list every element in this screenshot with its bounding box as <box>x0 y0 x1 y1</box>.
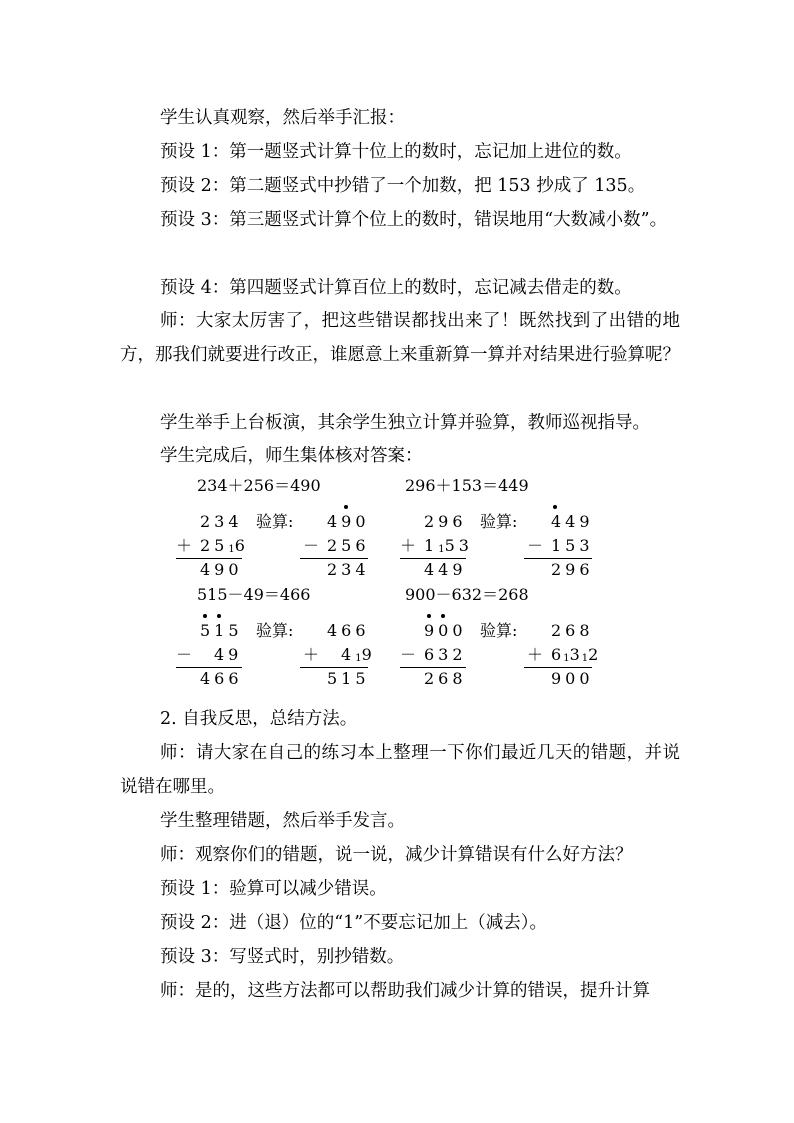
bottom-number: 49 <box>214 645 243 664</box>
paragraph: 师：观察你们的错题，说一说，减少计算错误有什么好方法？ <box>160 845 633 865</box>
top-number: 449 <box>551 512 594 531</box>
rule-line <box>400 667 466 668</box>
paragraph: 预设 2：进（退）位的“1”不要忘记加上（减去）。 <box>160 913 547 933</box>
borrow-dot <box>427 614 431 618</box>
equation: 900－632＝268 <box>405 585 529 604</box>
rule-line <box>176 667 242 668</box>
section-heading: 2. 自我反思，总结方法。 <box>160 709 358 729</box>
operator: ＋ <box>176 536 193 555</box>
carry-mark: 1 <box>563 653 570 664</box>
paragraph: 学生整理错题，然后举手发言。 <box>160 811 405 831</box>
operator: ＋ <box>527 645 544 664</box>
paragraph: 师：是的，这些方法都可以帮助我们减少计算的错误，提升计算 <box>160 981 650 1001</box>
bottom-number: 1153 <box>424 536 473 555</box>
bottom-number: 153 <box>551 536 594 555</box>
equation: 234＋256＝490 <box>197 476 321 495</box>
carry-mark: 1 <box>581 653 589 664</box>
equation: 515－49＝466 <box>197 585 311 604</box>
paragraph: 师：大家太厉害了，把这些错误都找出来了！既然找到了出错的地方，那我们就要进行改正，谁愿意上来重新算一算并对结果进行验算呢？ <box>120 311 680 365</box>
carry-mark: 1 <box>228 544 235 555</box>
bottom-number: 2516 <box>200 536 249 555</box>
rule-line <box>524 558 592 559</box>
carry-mark: 1 <box>438 544 445 555</box>
paragraph: 预设 3：写竖式时，别抄错数。 <box>160 947 405 967</box>
top-number: 234 <box>200 512 243 531</box>
paragraph: 学生认真观察，然后举手汇报： <box>160 108 405 128</box>
result-number: 490 <box>200 560 243 579</box>
rule-line <box>176 558 242 559</box>
check-label: 验算: <box>480 621 518 640</box>
carry-mark: 1 <box>355 653 362 664</box>
bottom-number: 61312 <box>551 645 601 664</box>
paragraph: 预设 4：第四题竖式计算百位上的数时，忘记减去借走的数。 <box>160 278 632 298</box>
paragraph: 预设 1：第一题竖式计算十位上的数时，忘记加上进位的数。 <box>160 142 632 162</box>
result-number: 900 <box>551 669 594 688</box>
top-number: 900 <box>424 621 467 640</box>
bottom-number: 632 <box>424 645 467 664</box>
operator: － <box>176 645 193 664</box>
paragraph: 预设 3：第三题竖式计算个位上的数时，错误地用“大数减小数”。 <box>160 210 668 230</box>
top-number: 490 <box>327 512 370 531</box>
result-number: 268 <box>424 669 467 688</box>
borrow-dot <box>217 614 221 618</box>
equation: 296＋153＝449 <box>405 476 529 495</box>
bottom-number: 419 <box>341 645 376 664</box>
operator: ＋ <box>303 645 320 664</box>
top-number: 515 <box>200 621 243 640</box>
paragraph: 学生完成后，师生集体核对答案： <box>160 446 423 466</box>
result-number: 466 <box>200 669 243 688</box>
operator: － <box>527 536 544 555</box>
check-label: 验算: <box>480 512 518 531</box>
operator: ＋ <box>400 536 417 555</box>
rule-line <box>300 667 368 668</box>
paragraph: 学生举手上台板演，其余学生独立计算并验算，教师巡视指导。 <box>160 413 650 433</box>
result-number: 296 <box>551 560 594 579</box>
top-number: 466 <box>327 621 370 640</box>
borrow-dot <box>441 614 445 618</box>
paragraph: 预设 1：验算可以减少错误。 <box>160 879 387 899</box>
result-number: 234 <box>327 560 370 579</box>
rule-line <box>400 558 466 559</box>
result-number: 449 <box>424 560 467 579</box>
operator: － <box>400 645 417 664</box>
check-label: 验算: <box>256 621 294 640</box>
top-number: 268 <box>551 621 594 640</box>
paragraph: 师：请大家在自己的练习本上整理一下你们最近几天的错题，并说说错在哪里。 <box>120 743 680 797</box>
top-number: 296 <box>424 512 467 531</box>
bottom-number: 256 <box>327 536 370 555</box>
rule-line <box>524 667 592 668</box>
rule-line <box>300 558 368 559</box>
borrow-dot <box>553 505 557 509</box>
check-label: 验算: <box>256 512 294 531</box>
paragraph: 预设 2：第二题竖式中抄错了一个加数，把 153 抄成了 135。 <box>160 176 646 196</box>
result-number: 515 <box>327 669 370 688</box>
borrow-dot <box>344 505 348 509</box>
operator: － <box>303 536 320 555</box>
borrow-dot <box>203 614 207 618</box>
